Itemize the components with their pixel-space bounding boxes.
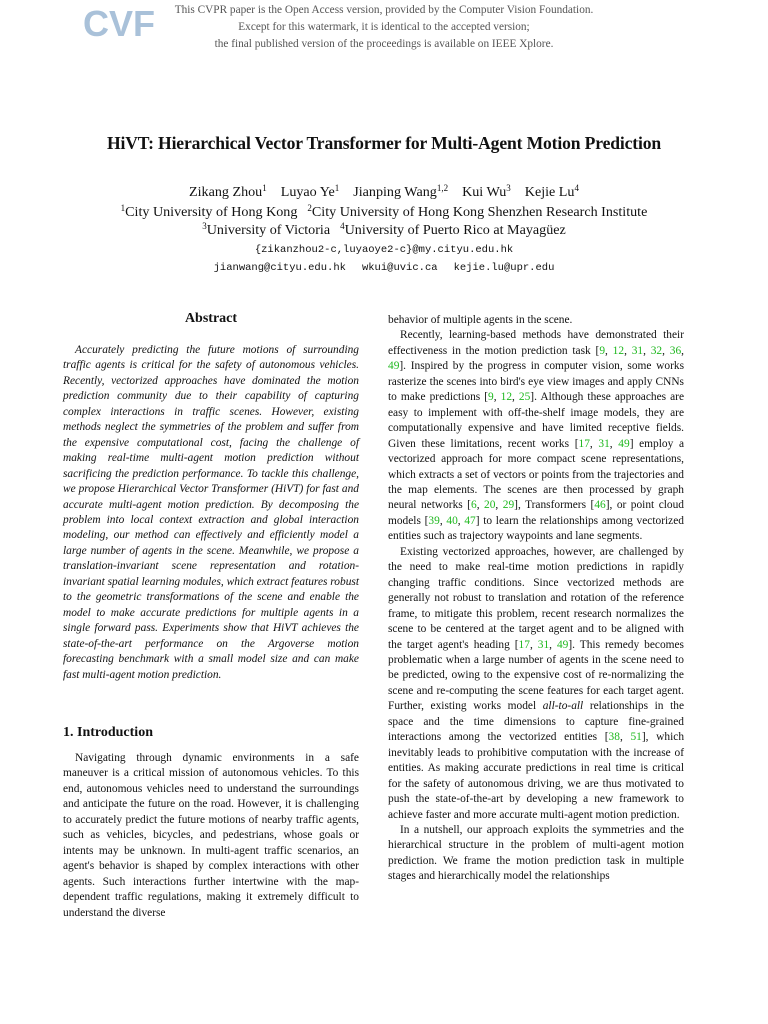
citation-link[interactable]: 49 bbox=[388, 360, 400, 373]
watermark-line-2: Except for this watermark, it is identical to the accepted version; bbox=[238, 21, 530, 33]
citation-link[interactable]: 31 bbox=[631, 344, 644, 357]
abstract-text: Accurately predicting the future motions of surrounding traffic agents is critical for the safety of autonomous vehicles. Recently, vectorized approaches have dominated the motion prediction community due to their capability of capturing complex interactions in traffic scenes. However, existing methods neglect the symmetries of the problem and suffer from the expensive computational cost, facing the challenge of making real-time multi-agent motion prediction without sacrificing the prediction performance. To tackle this challenge, we propose Hierarchical Vector Transformer (HiVT) for fast and accurate multi-agent motion prediction. By decomposing the problem into local context extraction and global interaction modeling, our method can effectively and efficiently model a large number of agents in the scene. Meanwhile, we propose a translation-invariant scene representation and rotation-invariant spatial learning modules, which extract features robust to the geometric transformations of the scene and enable the model to make accurate predictions for multiple agents in a single forward pass. Experiments show that HiVT achieves the state-of-the-art performance on the Argoverse motion forecasting benchmark with a small model size and can make fast multi-agent motion prediction. bbox=[63, 344, 359, 681]
citation-link[interactable]: 32 bbox=[650, 344, 663, 357]
right-column bbox=[388, 313, 684, 885]
citation-link[interactable]: 12 bbox=[612, 344, 625, 357]
paragraph-approach: In a nutshell, our approach exploits the symmetries and the hierarchical structure in the problem of multi-agent motion prediction. We frame the motion prediction task in multiple stages and hierarchically model the relationships bbox=[388, 823, 684, 883]
author-sup: 1,2 bbox=[436, 183, 449, 193]
citation-link[interactable]: 9 bbox=[488, 391, 494, 404]
section-heading-introduction: 1. Introduction bbox=[63, 725, 153, 740]
affiliation-name: University of Victoria bbox=[206, 222, 331, 238]
citation-link[interactable]: 20 bbox=[484, 499, 496, 512]
citation-link[interactable]: 17 bbox=[518, 638, 530, 651]
citation-link[interactable]: 36 bbox=[669, 344, 682, 357]
affiliation-sup: 3 bbox=[202, 221, 207, 231]
affiliation-name: City University of Hong Kong bbox=[125, 204, 298, 220]
author-name: Zikang Zhou bbox=[189, 184, 263, 200]
citation-link[interactable]: 39 bbox=[428, 514, 440, 527]
citation-link[interactable]: 49 bbox=[556, 638, 569, 651]
citation-link[interactable]: 40 bbox=[446, 514, 458, 527]
citation-link[interactable]: 17 bbox=[578, 437, 590, 450]
email-line-1[interactable]: {zikanzhou2-c,luyaoye2-c}@my.cityu.edu.hk bbox=[254, 244, 514, 256]
introduction-paragraph: Navigating through dynamic environments in a safe maneuver is a critical mission of autonomous vehicles. To this end, autonomous vehicles need to understand the surroundings and anticipate the future on the road. However, it is challenging to accurately predict the future motions of nearby traffic agents, such as vehicles, bicycles, and pedestrians, whose goals or intents may be unknown. In multi-agent traffic scenarios, an agent's behavior is shaped by complex interactions with other agents. Such interactions further intertwine with the map-dependent traffic regulations, making it extremely difficult to understand the diverse bbox=[63, 752, 359, 919]
affiliation-name: University of Puerto Rico at Mayagüez bbox=[344, 222, 566, 238]
cvf-logo-text: CVF bbox=[83, 3, 155, 44]
author-name: Luyao Ye bbox=[280, 184, 335, 200]
citation-link[interactable]: 47 bbox=[464, 514, 476, 527]
paper-title: HiVT: Hierarchical Vector Transformer for Multi-Agent Motion Prediction bbox=[106, 133, 662, 153]
citation-link[interactable]: 38 bbox=[608, 731, 620, 744]
email-link[interactable]: wkui@uvic.ca bbox=[361, 262, 438, 274]
author-sup: 3 bbox=[506, 183, 511, 193]
email-link[interactable]: jianwang@cityu.edu.hk bbox=[213, 262, 346, 274]
citation-link[interactable]: 12 bbox=[500, 391, 513, 404]
author-list bbox=[0, 184, 768, 201]
citation-link[interactable]: 6 bbox=[470, 499, 477, 512]
watermark-line-3: the final published version of the proceedings is available on IEEE Xplore. bbox=[214, 38, 554, 50]
affiliation-sup: 1 bbox=[120, 203, 126, 213]
citation-link[interactable]: 31 bbox=[537, 638, 550, 651]
citation-link[interactable]: 49 bbox=[618, 437, 630, 450]
abstract-heading: Abstract bbox=[184, 311, 238, 326]
affiliation-line-2 bbox=[0, 222, 768, 239]
affiliation-sup: 2 bbox=[307, 203, 312, 213]
emphasis-text: all-to-all bbox=[542, 700, 584, 713]
introduction-body bbox=[63, 751, 359, 921]
author-sup: 1 bbox=[334, 183, 340, 193]
citation-link[interactable]: 46 bbox=[594, 499, 606, 512]
affiliation-sup: 4 bbox=[340, 221, 345, 231]
citation-link[interactable]: 25 bbox=[518, 391, 531, 404]
author-name: Kui Wu bbox=[462, 184, 507, 200]
watermark-line-1: This CVPR paper is the Open Access version, provided by the Computer Vision Foundation. bbox=[174, 4, 594, 16]
paragraph-continuation: behavior of multiple agents in the scene. bbox=[388, 314, 573, 326]
citation-link[interactable]: 9 bbox=[599, 344, 606, 357]
citation-link[interactable]: 51 bbox=[630, 731, 642, 744]
paragraph-related-work: Recently, learning-based methods have demonstrated their effectiveness in the motion prediction task [9, 12, 31, 32, 36, 49]. Inspired by the progress in computer vision, some works rasterize the scenes into bird's eye view images and apply CNNs to make predictions [9, 12, 25]. Although these approaches are easy to implement with off-the-shelf image models, they are computationally expensive and have limited receptive fields. Given these limitations, recent works [17, 31, 49] employ a vectorized approach for more compact scene representations, which extracts a set of vectors or points from the trajectories and the map elements. The scenes are then processed by graph neural networks [6, 20, 29], Transformers [46], or point cloud models [39, 40, 47] to learn the relationships among vectorized entities such as trajectory waypoints and lane segments. bbox=[388, 329, 685, 543]
email-line-2 bbox=[0, 262, 768, 274]
affiliation-name: City University of Hong Kong Shenzhen Research Institute bbox=[311, 204, 648, 220]
author-sup: 1 bbox=[262, 183, 267, 193]
author-name: Jianping Wang bbox=[353, 184, 437, 200]
affiliation-line-1 bbox=[0, 204, 768, 221]
paragraph-challenges: Existing vectorized approaches, however, are challenged by the need to make real-time motion predictions in rapidly changing traffic conditions. Since vectorized methods are generally not robust to translation and rotation of the reference frame, to mitigate this problem, recent research normalizes the scene to be centered at the target agent and to be aligned with the target agent's heading [17, 31, 49]. This remedy becomes problematic when a large number of agents in the scene need to be predicted, owing to the expensive cost of re-normalizing the scene and re-computing the scene features for each target agent. Further, existing works model all-to-all relationships in the space and the time dimensions to capture fine-grained interactions among the vectorized entities [38, 51], which inevitably leads to prohibitive computation with the increase of entities. As making accurate predictions in real time is critical for the safety of autonomous driving, we are thus motivated to push the state-of-the-art by developing a new framework to achieve faster and more accurate multi-agent motion prediction. bbox=[388, 545, 685, 821]
citation-link[interactable]: 29 bbox=[502, 499, 515, 512]
watermark-notice bbox=[0, 2, 768, 53]
citation-link[interactable]: 31 bbox=[598, 437, 610, 450]
email-link[interactable]: kejie.lu@upr.edu bbox=[453, 262, 555, 274]
abstract-body bbox=[63, 343, 359, 683]
author-name: Kejie Lu bbox=[524, 184, 575, 200]
author-sup: 4 bbox=[574, 183, 579, 193]
